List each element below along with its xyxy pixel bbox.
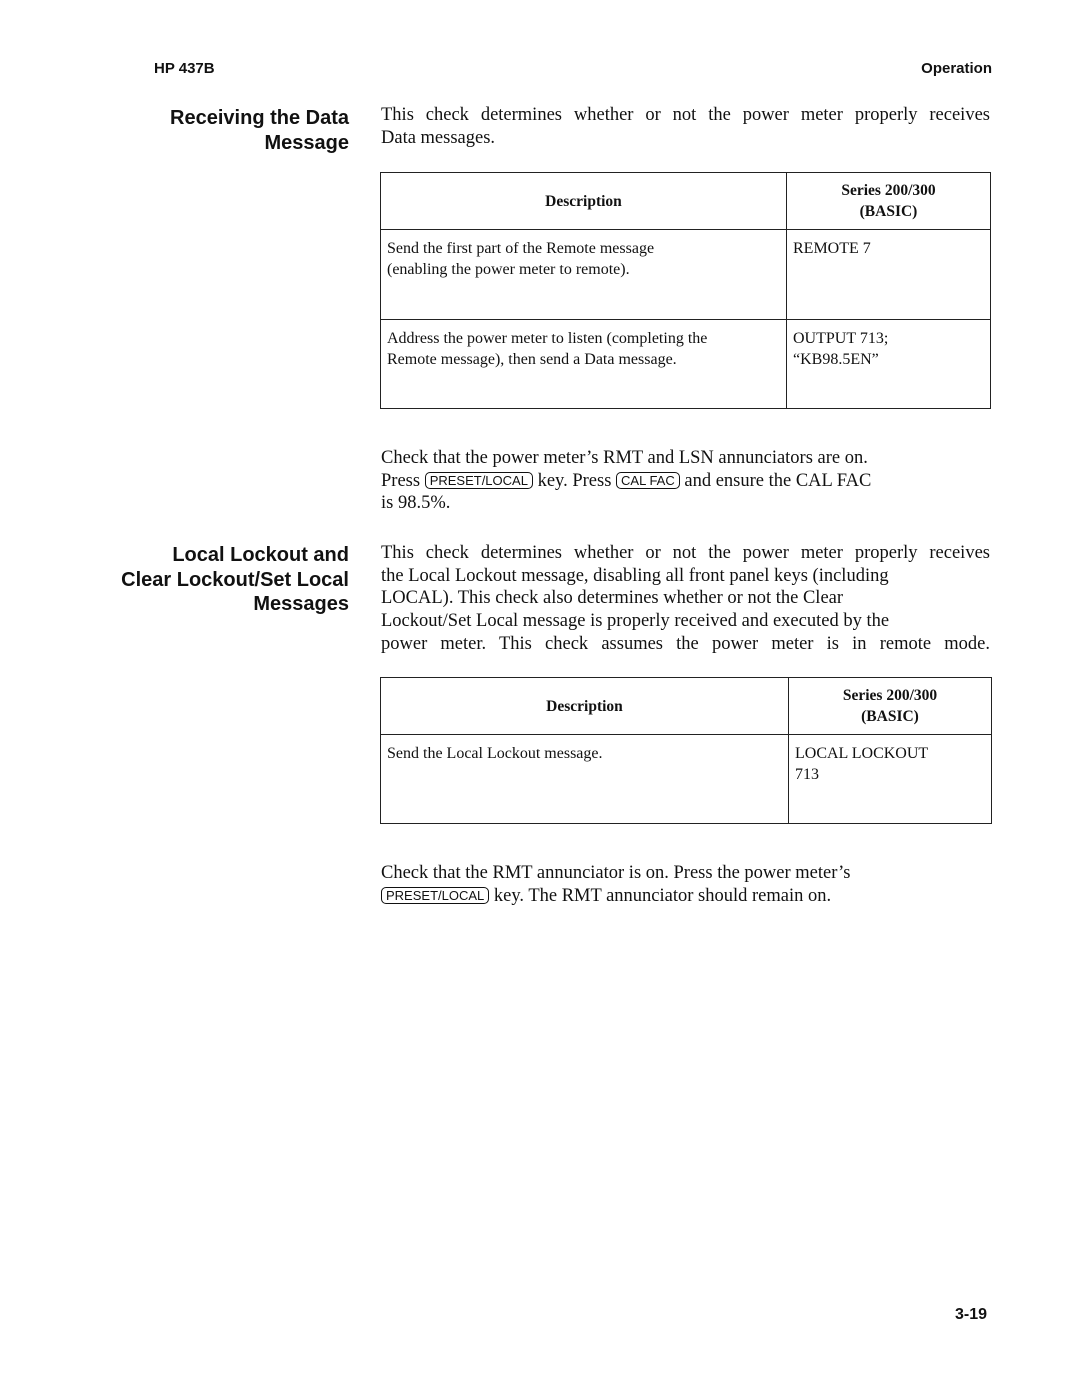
page-number: 3-19 xyxy=(955,1306,988,1323)
cell-line: (enabling the power meter to remote). xyxy=(387,261,630,278)
header-line: (BASIC) xyxy=(861,708,919,725)
table-row xyxy=(381,735,992,824)
text-line xyxy=(381,470,951,493)
cell-line: 713 xyxy=(795,766,819,783)
text-line: the Local Lockout message, disabling all front panel keys (including xyxy=(381,565,889,586)
table-row xyxy=(381,320,991,409)
cell-line: LOCAL LOCKOUT xyxy=(795,745,929,762)
header-line: Series 200/300 xyxy=(841,182,936,199)
row-description xyxy=(381,735,789,824)
cal-fac-key: CAL FAC xyxy=(616,472,680,489)
heading-line: Messages xyxy=(253,593,349,615)
check-paragraph xyxy=(381,447,951,515)
cell-line: Address the power meter to listen (completing the xyxy=(387,330,708,347)
text: Press xyxy=(381,470,421,491)
section-heading-local-lockout xyxy=(121,543,349,617)
column-header-series xyxy=(789,678,992,735)
text: and ensure the CAL FAC xyxy=(684,470,872,491)
preset-local-key: PRESET/LOCAL xyxy=(381,887,489,904)
text-line: is 98.5%. xyxy=(381,493,451,514)
header-model: HP 437B xyxy=(154,60,215,77)
row-code xyxy=(787,230,991,320)
preset-local-key: PRESET/LOCAL xyxy=(425,472,533,489)
text-line: Check that the power meter’s RMT and LSN annunciators are on. xyxy=(381,448,868,468)
cell-line: Send the first part of the Remote message xyxy=(387,240,655,257)
header-line: (BASIC) xyxy=(859,203,918,220)
section-heading-receiving-data xyxy=(170,106,349,155)
column-header-series xyxy=(787,173,991,230)
text-line: power meter. This check assumes the power meter is in remote mode. xyxy=(381,633,990,654)
cell-line: REMOTE 7 xyxy=(793,240,871,257)
text-line: This check determines whether or not the power meter properly receives xyxy=(381,543,990,563)
text: key. Press xyxy=(537,470,612,491)
local-lockout-table xyxy=(380,677,992,824)
heading-line: Clear Lockout/Set Local xyxy=(121,568,349,591)
cell-line: OUTPUT 713; xyxy=(793,330,889,347)
cell-line: Remote message), then send a Data message. xyxy=(387,351,677,368)
header-section: Operation xyxy=(921,60,992,77)
cell-line: Send the Local Lockout message. xyxy=(387,745,603,762)
heading-line: Message xyxy=(264,131,349,154)
data-message-table xyxy=(380,172,991,409)
intro-paragraph xyxy=(381,104,990,149)
intro-paragraph xyxy=(381,542,990,656)
heading-line: Local Lockout and xyxy=(172,544,349,566)
text-line: LOCAL). This check also determines whether or not the Clear xyxy=(381,588,844,609)
text-line xyxy=(381,885,941,908)
row-code xyxy=(789,735,992,824)
text-line: This check determines whether or not the power meter properly receives xyxy=(381,105,990,125)
column-header-description: Description xyxy=(381,173,787,230)
row-code xyxy=(787,320,991,409)
text: key. The RMT annunciator should remain on. xyxy=(493,885,832,906)
text-line: Check that the RMT annunciator is on. Press the power meter’s xyxy=(381,863,851,883)
row-description xyxy=(381,230,787,320)
cell-line: “KB98.5EN” xyxy=(793,351,879,368)
text-line: Data messages. xyxy=(381,127,496,148)
table-row xyxy=(381,230,991,320)
row-description xyxy=(381,320,787,409)
header-line: Series 200/300 xyxy=(842,687,938,704)
heading-line: Receiving the Data xyxy=(170,107,349,129)
column-header-description: Description xyxy=(381,678,789,735)
check-paragraph xyxy=(381,862,941,907)
text-line: Lockout/Set Local message is properly received and executed by the xyxy=(381,611,890,632)
